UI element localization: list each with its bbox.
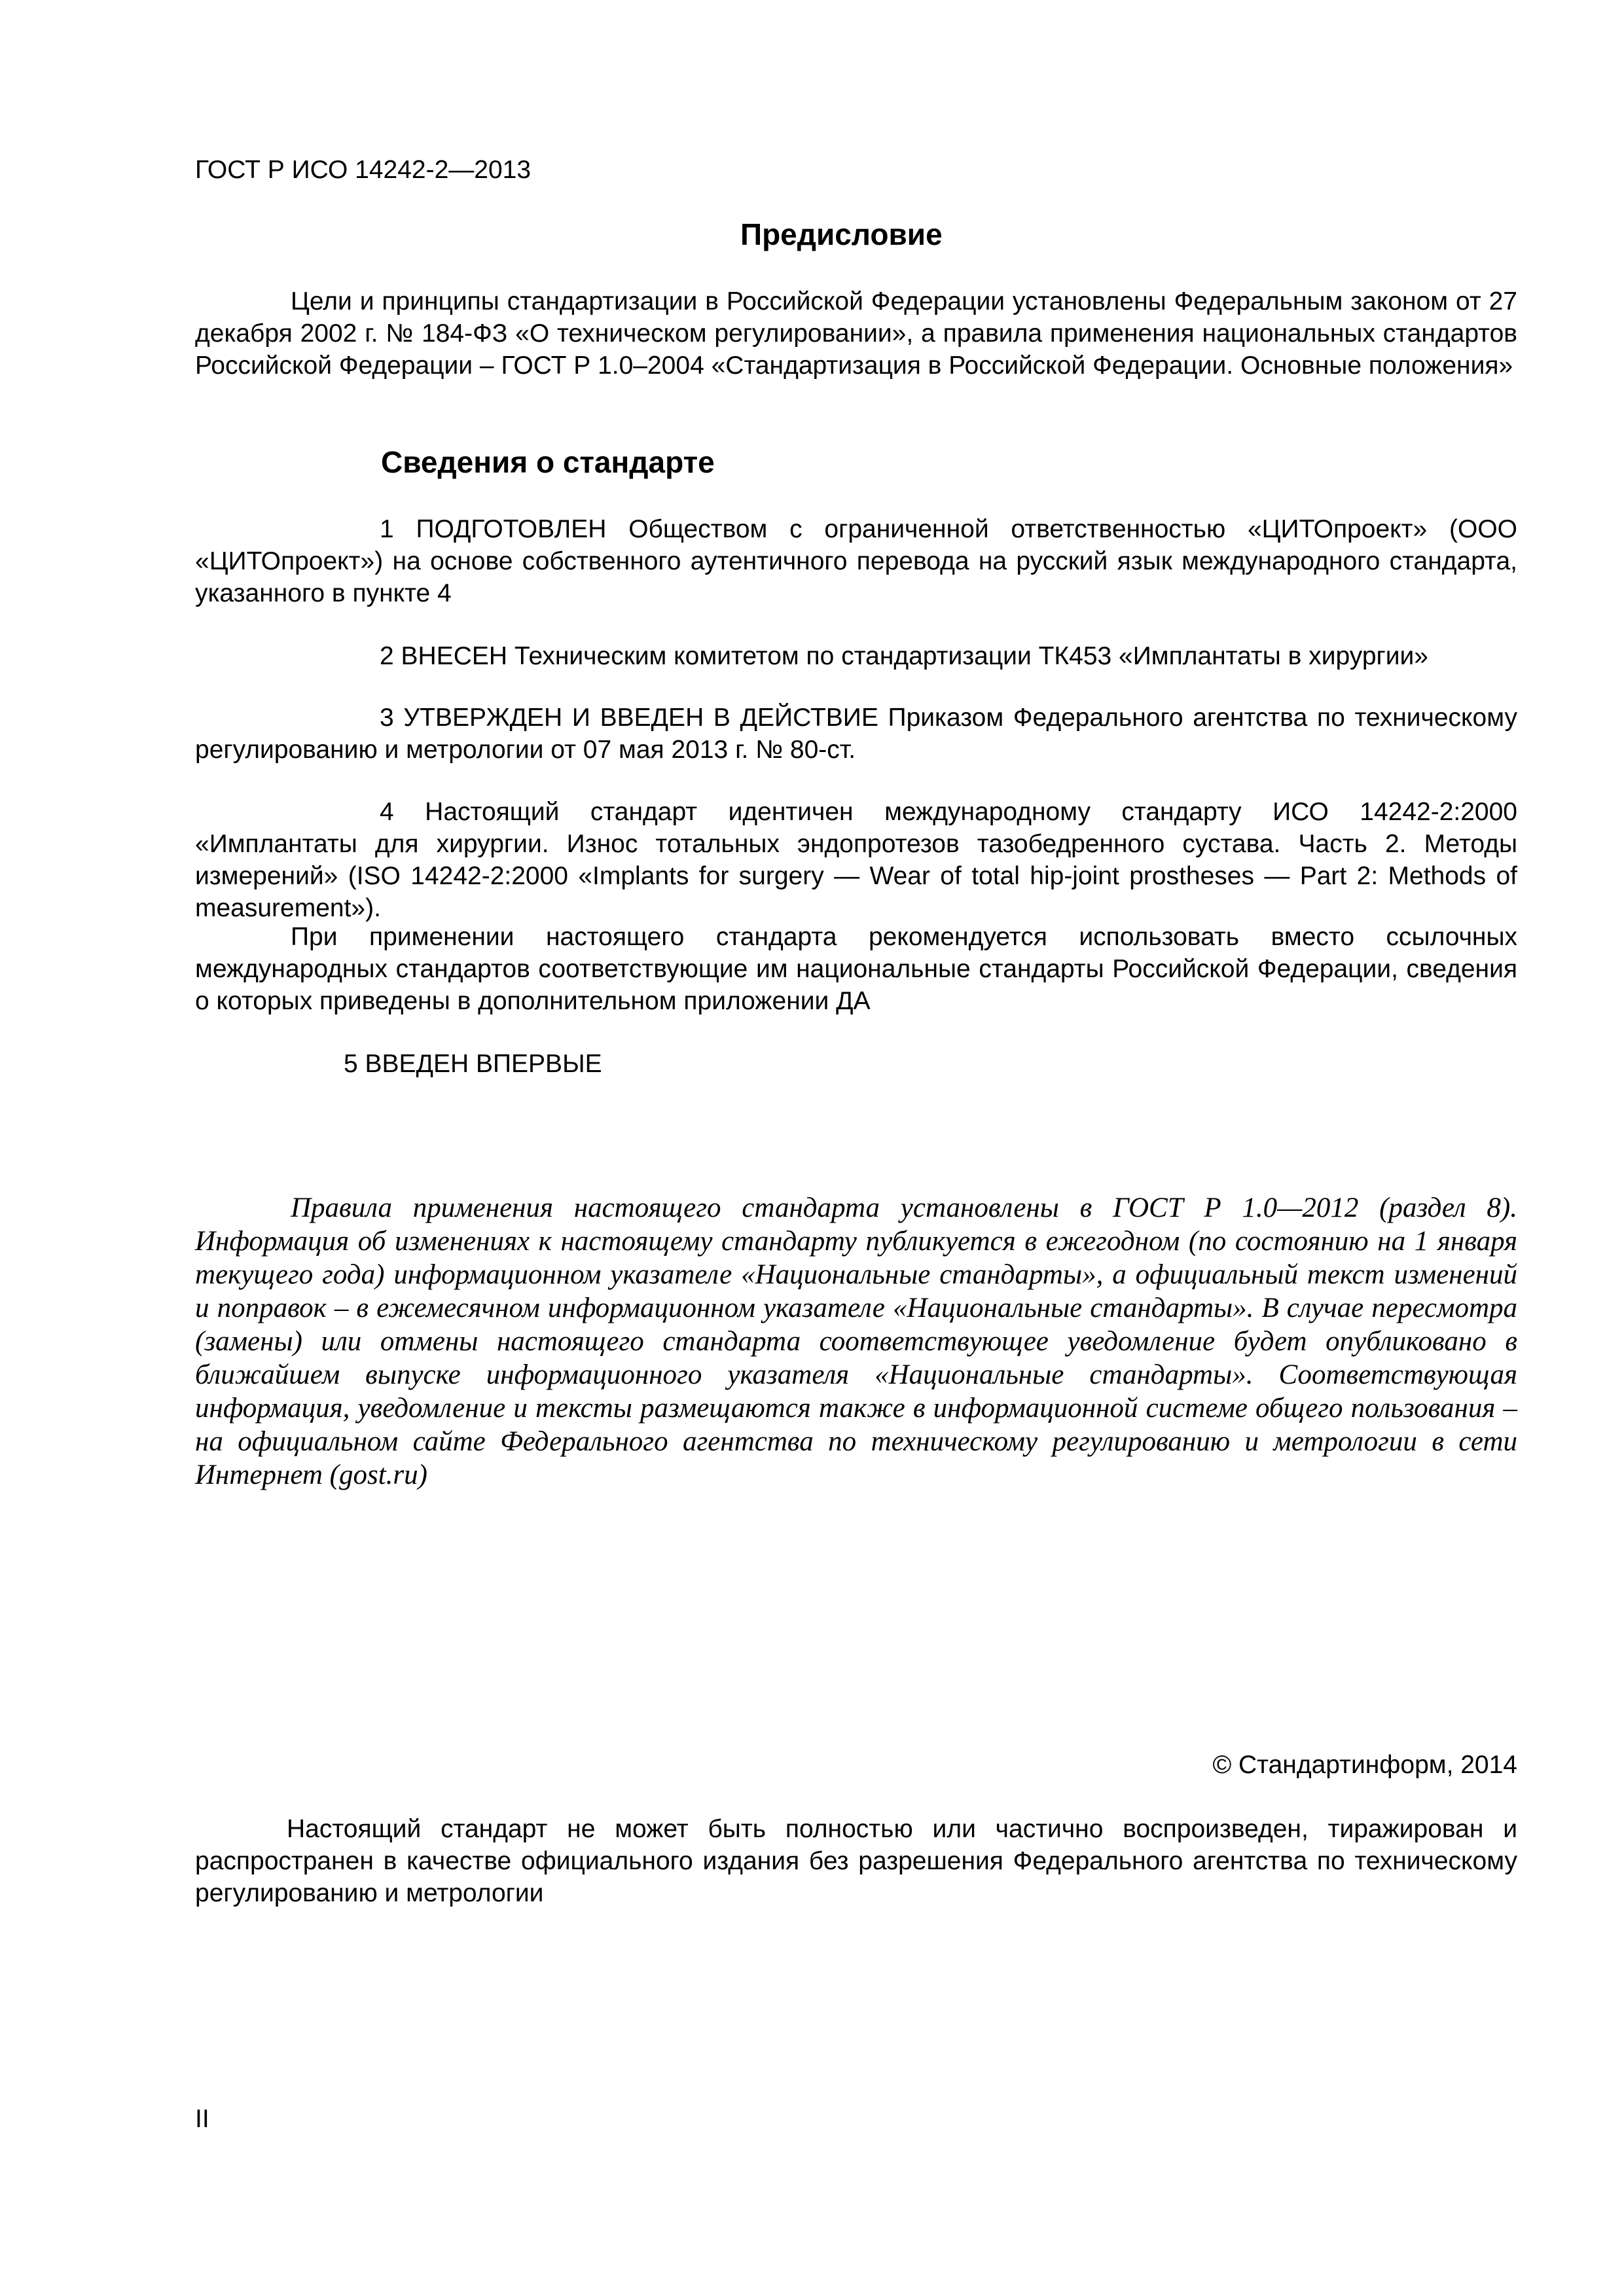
info-item-5: 5 ВВЕДЕН ВПЕРВЫЕ — [344, 1050, 602, 1078]
page-number: II — [195, 2105, 209, 2133]
info-item-1: 1 ПОДГОТОВЛЕН Обществом с ограниченной ответственностью «ЦИТОпроект» (ООО «ЦИТОпроект») на основе собственного аутентичного перевода на русский язык международного стандарта, указанного в пункте 4 — [195, 515, 1517, 607]
preface-text: Цели и принципы стандартизации в Российской Федерации установлены Федеральным законом от 27 декабря 2002 г. № 184-ФЗ «О техническом регулировании», а правила применения национальных стандартов Российской Федерации – ГОСТ Р 1.0–2004 «Стандартизация в Российской Федерации. Основные положения» — [195, 287, 1517, 380]
info-item-4-note: При применении настоящего стандарта рекомендуется использовать вместо ссылочных международных стандартов соответствующие им национальные стандарты Российской Федерации, сведения о которых приведены в дополнительном приложении ДА — [195, 923, 1517, 1015]
copyright: © Стандартинформ, 2014 — [1212, 1751, 1517, 1779]
rules-notice: Правила применения настоящего стандарта установлены в ГОСТ Р 1.0—2012 (раздел 8). Информация об изменениях к настоящему стандарту публикуется в ежегодном (по состоянию на 1 января текущего года) информационном указателе «Национальные стандарты», а официальный текст изменений и поправок – в ежемесячном информационном указателе «Национальные стандарты». В случае пересмотра (замены) или отмены настоящего стандарта соответствующее уведомление будет опубликовано в ближайшем выпуске информационного указателя «Национальные стандарты». Соответствующая информация, уведомление и тексты размещаются также в информационной системе общего пользования – на официальном сайте Федерального агентства по техническому регулированию и метрологии в сети Интернет (gost.ru) — [195, 1193, 1517, 1490]
info-item-2: 2 ВНЕСЕН Техническим комитетом по стандартизации ТК453 «Имплантаты в хирургии» — [380, 642, 1428, 670]
standard-info-title: Сведения о стандарте — [381, 445, 715, 479]
reproduction-notice: Настоящий стандарт не может быть полностью или частично воспроизведен, тиражирован и распространен в качестве официального издания без разрешения Федерального агентства по техническому регулированию и метрологии — [195, 1815, 1517, 1907]
preface-title: Предисловие — [740, 217, 943, 251]
info-item-3: 3 УТВЕРЖДЕН И ВВЕДЕН В ДЕЙСТВИЕ Приказом Федерального агентства по техническому регулированию и метрологии от 07 мая 2013 г. № 80-ст. — [195, 704, 1517, 764]
standard-code: ГОСТ Р ИСО 14242-2—2013 — [195, 156, 532, 184]
info-item-4: 4 Настоящий стандарт идентичен международному стандарту ИСО 14242-2:2000 «Имплантаты для хирургии. Износ тотальных эндопротезов тазобедренного сустава. Часть 2. Методы измерений» (ISO 14242-2:2000 «Implants for surgery — Wear of total hip-joint prostheses — Part 2: Methods of measurement»). — [195, 798, 1517, 922]
